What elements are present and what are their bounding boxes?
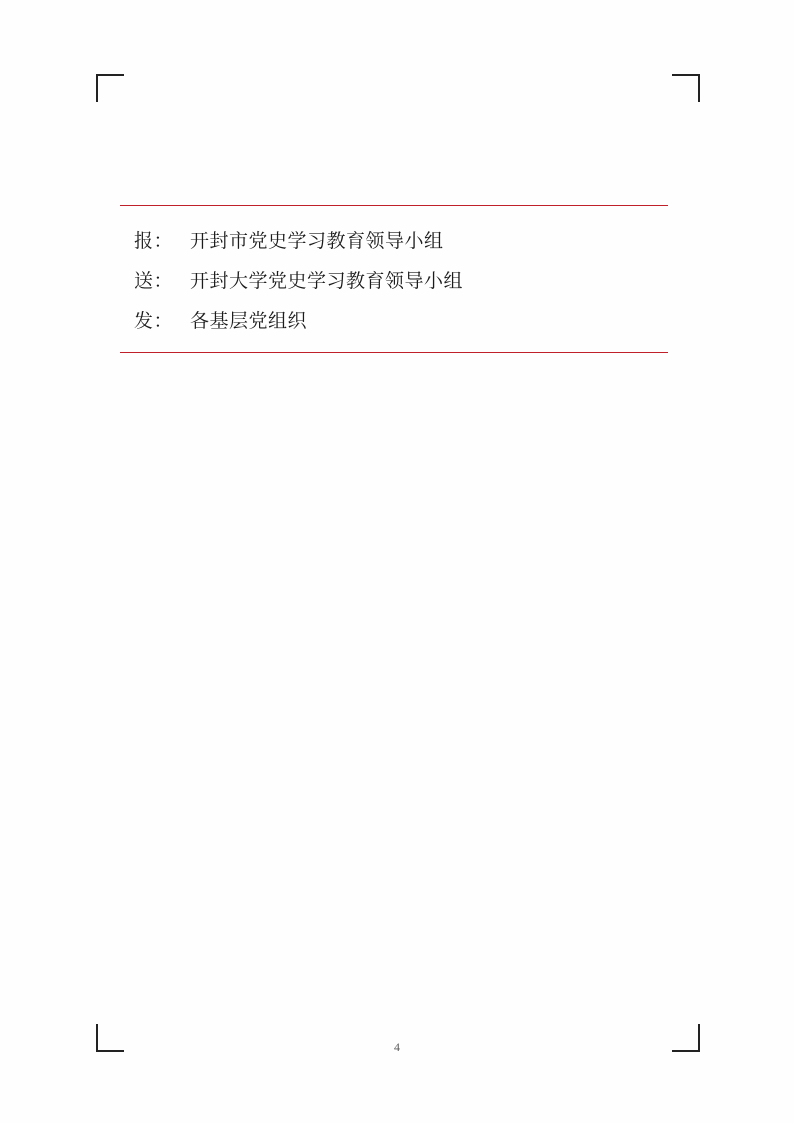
distribution-block [120, 205, 668, 353]
distribution-row-issue [120, 302, 668, 342]
distribution-value-issue: 各基层党组织 [190, 311, 308, 332]
distribution-row-send [120, 262, 668, 302]
distribution-rule-bottom [120, 352, 668, 353]
distribution-value-send: 开封大学党史学习教育领导小组 [190, 271, 464, 292]
distribution-label-issue: 发： [134, 311, 174, 332]
page-number: 4 [394, 1040, 400, 1054]
distribution-rows [120, 206, 668, 352]
crop-mark-top-left [96, 74, 124, 102]
distribution-label-report: 报： [134, 231, 174, 252]
crop-mark-top-right [672, 74, 700, 102]
distribution-label-send: 送： [134, 271, 174, 292]
distribution-row-report [120, 222, 668, 262]
distribution-value-report: 开封市党史学习教育领导小组 [190, 231, 444, 252]
